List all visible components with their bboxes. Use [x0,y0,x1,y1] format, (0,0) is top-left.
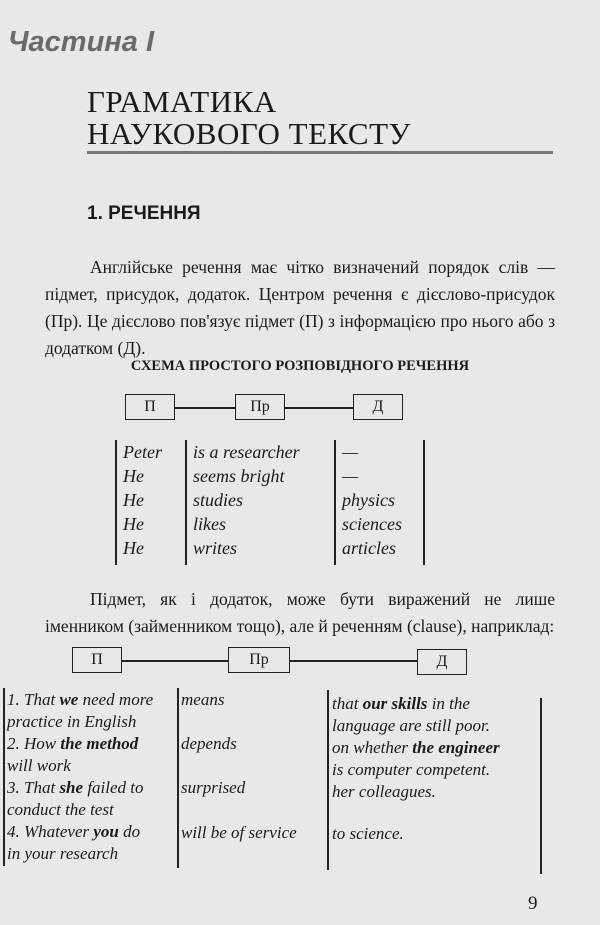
box-subject: П [125,394,175,420]
box-predicate: Пр [228,647,290,673]
table-cell: studies [193,490,244,510]
table-cell [7,799,114,821]
scheme-title: СХЕМА ПРОСТОГО РОЗПОВІДНОГО РЕЧЕННЯ [130,358,470,374]
box-subject: П [72,647,122,673]
table-cell: Peter [123,442,162,462]
table-border [334,440,336,565]
table-cell: He [123,466,144,486]
text: in your research [7,844,119,863]
text: practice in English [7,712,137,731]
text: to science. [332,824,404,843]
text: failed to [83,778,144,797]
box-object: Д [417,649,467,675]
text: 3. That [7,778,60,797]
table-cell [7,711,136,733]
table-cell: physics [342,490,395,510]
table-border [177,688,179,868]
table-cell: sciences [342,514,402,534]
table-cell: surprised [181,778,246,797]
emphasized-text: you [93,822,119,841]
chapter-title-line-1: ГРАМАТИКА [87,84,277,119]
text: conduct the test [7,800,114,819]
table-cell [7,843,118,865]
table-cell: will be of service [181,823,297,842]
table-border [540,698,542,874]
emphasized-text: the method [60,734,139,753]
text: language are still poor. [332,716,491,735]
table-cell: seems bright [193,466,285,486]
part-label: Частина I [8,26,155,58]
table-border [327,690,329,870]
text: do [118,822,141,841]
page-number: 9 [528,893,538,914]
table-cell: articles [342,538,396,558]
table-cell [332,737,500,759]
text: 1. That [7,690,60,709]
table-cell: writes [193,538,238,558]
box-predicate: Пр [235,394,285,420]
table-cell [332,759,490,781]
table-cell [332,693,470,715]
text: on whether [332,738,413,757]
emphasized-text: she [59,778,84,797]
chapter-title-line-2: НАУКОВОГО ТЕКСТУ [87,116,411,151]
table-border [185,440,187,565]
table-border [115,440,117,565]
title-underline [87,151,553,154]
table-cell [7,689,153,711]
table-cell: likes [193,514,226,534]
table-cell [7,733,138,755]
table-cell: He [123,538,144,558]
text: 2. How [7,734,61,753]
text: her colleagues. [332,782,436,801]
text: will work [7,756,71,775]
text: 4. Whatever [7,822,94,841]
table-cell: depends [181,734,237,753]
table-cell: He [123,514,144,534]
emphasized-text: the engineer [412,738,500,757]
box-object: Д [353,394,403,420]
table-cell: — [342,442,359,462]
paragraph-1: Англійське речення має чітко визначений порядок слів — підмет, присудок, додаток. Центром речення є дієслово-присудок (Пр). Це дієслово пов'язує підмет (П) з інформацією про нього або з додатком (Д). [45,257,555,358]
table-cell [7,755,71,777]
text: need more [78,690,154,709]
text: is computer competent. [332,760,491,779]
paragraph-2: Підмет, як і додаток, може бути виражений не лише іменником (займенником тощо), але й реченням (clause), наприклад: [45,589,555,636]
table-cell: means [181,690,225,709]
table-cell [332,715,490,737]
table-cell [7,777,144,799]
table-cell [332,823,404,845]
section-heading: 1. РЕЧЕННЯ [87,203,201,224]
table-cell [332,781,436,803]
emphasized-text: we [59,690,79,709]
table-border [423,440,425,565]
text: that [332,694,363,713]
table-cell: He [123,490,144,510]
text: in the [427,694,470,713]
emphasized-text: our skills [362,694,428,713]
table-cell: — [342,466,359,486]
table-border [3,688,5,866]
table-cell [7,821,140,843]
table-cell: is a researcher [193,442,300,462]
